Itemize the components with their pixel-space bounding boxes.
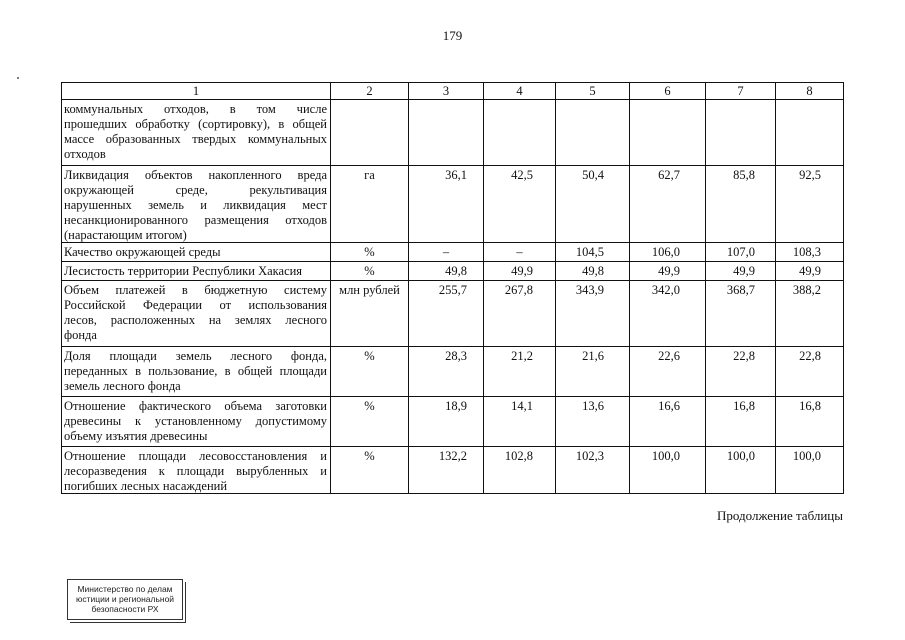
indicator-text-line: несанкционированного размещения отходов: [64, 213, 327, 227]
indicator-cell: [62, 100, 331, 166]
indicator-text-line: отходов: [64, 147, 106, 161]
value-cell: 100,0: [630, 447, 706, 494]
value-cell: 49,8: [556, 262, 630, 281]
value-cell: 42,5: [484, 166, 556, 243]
value-cell: 22,8: [776, 347, 844, 397]
column-number-header: 4: [484, 83, 556, 100]
value-cell: 21,2: [484, 347, 556, 397]
indicator-text-line: Объем платежей в бюджетную систему: [64, 283, 327, 297]
indicator-text-line: коммунальных отходов, в том числе: [64, 102, 327, 116]
indicator-cell: [62, 347, 331, 397]
indicator-text-line: окружающей среде, рекультивация: [64, 183, 327, 197]
indicator-text-line: Лесистость территории Республики Хакасия: [64, 264, 303, 278]
value-cell: 21,6: [556, 347, 630, 397]
table-continuation-note: Продолжение таблицы: [717, 508, 843, 523]
value-cell: 49,9: [630, 262, 706, 281]
stamp-line: юстиции и региональной: [75, 594, 175, 604]
indicator-text-line: Российской Федерации от использования: [64, 298, 327, 312]
value-cell: 368,7: [706, 281, 776, 347]
value-cell: 49,9: [484, 262, 556, 281]
column-number-header: 2: [331, 83, 409, 100]
unit-cell: %: [331, 262, 409, 281]
value-cell: –: [409, 243, 484, 262]
value-cell: [556, 100, 630, 166]
value-cell: 132,2: [409, 447, 484, 494]
value-cell: 102,8: [484, 447, 556, 494]
value-cell: –: [484, 243, 556, 262]
indicator-text-line: Доля площади земель лесного фонда,: [64, 349, 327, 363]
value-cell: 62,7: [630, 166, 706, 243]
value-cell: [776, 100, 844, 166]
unit-cell: млн рублей: [331, 281, 409, 347]
value-cell: 14,1: [484, 397, 556, 447]
value-cell: 85,8: [706, 166, 776, 243]
indicator-text-line: погибших лесных насаждений: [64, 479, 228, 493]
indicator-text-line: Качество окружающей среды: [64, 245, 221, 259]
indicator-cell: [62, 447, 331, 494]
column-number-header: 7: [706, 83, 776, 100]
column-number-header: 8: [776, 83, 844, 100]
ministry-stamp: [67, 579, 183, 620]
column-number-header: 1: [62, 83, 331, 100]
value-cell: 16,8: [706, 397, 776, 447]
indicator-text-line: лесов, расположенных на землях лесного: [64, 313, 327, 327]
unit-cell: %: [331, 397, 409, 447]
indicator-text-line: лесоразведения к площади вырубленных и: [64, 464, 327, 478]
indicator-text-line: переданных в пользование, в общей площади: [64, 364, 327, 378]
value-cell: [706, 100, 776, 166]
unit-cell: га: [331, 166, 409, 243]
indicator-text-line: Ликвидация объектов накопленного вреда: [64, 168, 327, 182]
value-cell: 16,6: [630, 397, 706, 447]
value-cell: 107,0: [706, 243, 776, 262]
value-cell: 28,3: [409, 347, 484, 397]
page-number: 179: [442, 28, 463, 43]
value-cell: 104,5: [556, 243, 630, 262]
value-cell: 92,5: [776, 166, 844, 243]
indicator-cell: [62, 243, 331, 262]
indicator-text-line: объему изъятия древесины: [64, 429, 208, 443]
value-cell: 108,3: [776, 243, 844, 262]
unit-cell: %: [331, 243, 409, 262]
value-cell: [630, 100, 706, 166]
indicator-text-line: древесины к установленному допустимому: [64, 414, 327, 428]
indicators-table: [61, 82, 844, 494]
value-cell: 106,0: [630, 243, 706, 262]
value-cell: 342,0: [630, 281, 706, 347]
value-cell: 36,1: [409, 166, 484, 243]
column-number-header: 5: [556, 83, 630, 100]
indicator-text-line: фонда: [64, 328, 97, 342]
indicator-text-line: (нарастающим итогом): [64, 228, 187, 242]
unit-cell: [331, 100, 409, 166]
value-cell: 100,0: [776, 447, 844, 494]
value-cell: 22,6: [630, 347, 706, 397]
column-number-header: 3: [409, 83, 484, 100]
value-cell: 49,9: [706, 262, 776, 281]
value-cell: 13,6: [556, 397, 630, 447]
indicator-text-line: земель лесного фонда: [64, 379, 181, 393]
stamp-line: Министерство по делам: [77, 584, 173, 594]
value-cell: 50,4: [556, 166, 630, 243]
indicator-cell: [62, 281, 331, 347]
indicator-text-line: прошедших обработку (сортировку), в общей: [64, 117, 327, 131]
value-cell: 102,3: [556, 447, 630, 494]
column-number-header: 6: [630, 83, 706, 100]
value-cell: [409, 100, 484, 166]
value-cell: 255,7: [409, 281, 484, 347]
indicator-text-line: массе образованных твердых коммунальных: [64, 132, 327, 146]
value-cell: 16,8: [776, 397, 844, 447]
indicator-cell: [62, 262, 331, 281]
value-cell: 100,0: [706, 447, 776, 494]
scan-speck: [17, 77, 19, 79]
unit-cell: %: [331, 447, 409, 494]
indicator-cell: [62, 166, 331, 243]
indicator-cell: [62, 397, 331, 447]
value-cell: [484, 100, 556, 166]
value-cell: 49,8: [409, 262, 484, 281]
value-cell: 388,2: [776, 281, 844, 347]
indicator-text-line: Отношение фактического объема заготовки: [64, 399, 327, 413]
value-cell: 267,8: [484, 281, 556, 347]
indicator-text-line: нарушенных земель и ликвидация мест: [64, 198, 327, 212]
value-cell: 22,8: [706, 347, 776, 397]
value-cell: 343,9: [556, 281, 630, 347]
value-cell: 18,9: [409, 397, 484, 447]
value-cell: 49,9: [776, 262, 844, 281]
indicator-text-line: Отношение площади лесовосстановления и: [64, 449, 327, 463]
unit-cell: %: [331, 347, 409, 397]
stamp-line: безопасности РХ: [91, 604, 159, 614]
